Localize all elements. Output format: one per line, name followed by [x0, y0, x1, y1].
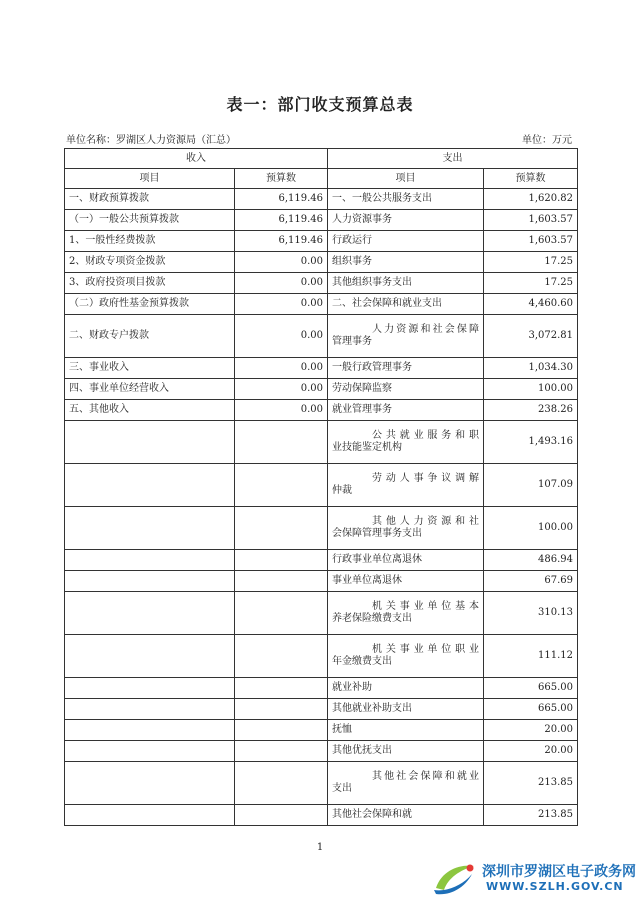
income-value: 0.00 — [235, 358, 328, 379]
expense-item: 二、社会保障和就业支出 — [328, 294, 484, 315]
expense-value: 486.94 — [484, 550, 578, 571]
income-item-empty — [65, 699, 235, 720]
expense-value: 20.00 — [484, 741, 578, 762]
income-value-empty — [235, 720, 328, 741]
expense-item — [328, 762, 484, 805]
table-row — [65, 294, 578, 315]
income-value: 0.00 — [235, 273, 328, 294]
income-value-empty — [235, 571, 328, 592]
expense-value: 213.85 — [484, 762, 578, 805]
income-item-empty — [65, 720, 235, 741]
income-value-empty — [235, 592, 328, 635]
header-row-columns — [65, 169, 578, 189]
expense-item: 其他就业补助支出 — [328, 699, 484, 720]
unit-name: 单位名称：罗湖区人力资源局（汇总） — [66, 135, 236, 146]
expense-item-line1: 其他人力资源和社 — [372, 516, 479, 527]
table-row — [65, 699, 578, 720]
income-item: （一）一般公共预算拨款 — [65, 210, 235, 231]
expense-item: 就业补助 — [328, 678, 484, 699]
income-value: 6,119.46 — [235, 231, 328, 252]
income-value: 6,119.46 — [235, 189, 328, 210]
expense-item-line1: 劳动人事争议调解 — [372, 473, 479, 484]
income-item: 3、政府投资项目拨款 — [65, 273, 235, 294]
expense-item-line2: 支出 — [332, 783, 352, 794]
table-row — [65, 571, 578, 592]
income-value: 6,119.46 — [235, 210, 328, 231]
income-value: 0.00 — [235, 315, 328, 358]
header-expense-item: 项目 — [328, 169, 484, 189]
income-value-empty — [235, 507, 328, 550]
expense-value: 665.00 — [484, 699, 578, 720]
income-item-empty — [65, 678, 235, 699]
expense-value: 665.00 — [484, 678, 578, 699]
expense-value: 67.69 — [484, 571, 578, 592]
expense-value: 310.13 — [484, 592, 578, 635]
income-item-empty — [65, 635, 235, 678]
header-expense: 支出 — [328, 149, 578, 169]
income-value-empty — [235, 635, 328, 678]
expense-item — [328, 635, 484, 678]
expense-item: 抚恤 — [328, 720, 484, 741]
income-value: 0.00 — [235, 379, 328, 400]
header-income-item: 项目 — [65, 169, 235, 189]
income-value: 0.00 — [235, 294, 328, 315]
expense-item-line1: 公共就业服务和职 — [372, 430, 479, 441]
income-value: 0.00 — [235, 252, 328, 273]
expense-item-line2: 业技能鉴定机构 — [332, 442, 402, 453]
table-row — [65, 592, 578, 635]
income-value: 0.00 — [235, 400, 328, 421]
expense-item: 就业管理事务 — [328, 400, 484, 421]
watermark-logo — [430, 858, 640, 898]
income-item-empty — [65, 741, 235, 762]
table-row — [65, 273, 578, 294]
expense-value: 20.00 — [484, 720, 578, 741]
currency-unit: 单位：万元 — [522, 135, 572, 146]
budget-summary-table — [64, 148, 578, 826]
table-row — [65, 635, 578, 678]
expense-item-line2: 养老保险缴费支出 — [332, 613, 412, 624]
expense-item — [328, 507, 484, 550]
income-item-empty — [65, 571, 235, 592]
expense-item: 其他社会保障和就 — [328, 805, 484, 826]
income-item: 二、财政专户拨款 — [65, 315, 235, 358]
table-row — [65, 379, 578, 400]
table-row — [65, 550, 578, 571]
table-row — [65, 805, 578, 826]
expense-item — [328, 315, 484, 358]
income-item-empty — [65, 592, 235, 635]
swoosh-logo-icon — [430, 860, 478, 896]
expense-item: 行政运行 — [328, 231, 484, 252]
income-value-empty — [235, 741, 328, 762]
income-value-empty — [235, 421, 328, 464]
expense-item — [328, 421, 484, 464]
expense-item: 一般行政管理事务 — [328, 358, 484, 379]
table-row — [65, 421, 578, 464]
expense-item — [328, 464, 484, 507]
header-income-budget: 预算数 — [235, 169, 328, 189]
expense-value: 3,072.81 — [484, 315, 578, 358]
expense-item — [328, 592, 484, 635]
expense-item-line2: 管理事务 — [332, 336, 372, 347]
expense-item: 组织事务 — [328, 252, 484, 273]
income-value-empty — [235, 699, 328, 720]
income-item-empty — [65, 421, 235, 464]
expense-value: 100.00 — [484, 379, 578, 400]
expense-item-line1: 机关事业单位职业 — [372, 644, 479, 655]
income-item: （二）政府性基金预算拨款 — [65, 294, 235, 315]
table-row — [65, 358, 578, 379]
expense-item-line1: 人力资源和社会保障 — [372, 324, 479, 335]
income-item: 1、一般性经费拨款 — [65, 231, 235, 252]
expense-value: 213.85 — [484, 805, 578, 826]
income-value-empty — [235, 805, 328, 826]
expense-value: 111.12 — [484, 635, 578, 678]
table-row — [65, 210, 578, 231]
expense-item-line2: 会保障管理事务支出 — [332, 528, 422, 539]
expense-value: 100.00 — [484, 507, 578, 550]
table-row — [65, 720, 578, 741]
income-item: 一、财政预算拨款 — [65, 189, 235, 210]
expense-item: 劳动保障监察 — [328, 379, 484, 400]
header-row-group — [65, 149, 578, 169]
income-item: 四、事业单位经营收入 — [65, 379, 235, 400]
income-item: 三、事业收入 — [65, 358, 235, 379]
expense-item-line2: 年金缴费支出 — [332, 656, 392, 667]
expense-item: 人力资源事务 — [328, 210, 484, 231]
expense-item-line2: 仲裁 — [332, 485, 352, 496]
table-row — [65, 252, 578, 273]
income-item: 2、财政专项资金拨款 — [65, 252, 235, 273]
expense-value: 238.26 — [484, 400, 578, 421]
income-value-empty — [235, 550, 328, 571]
income-value-empty — [235, 762, 328, 805]
expense-value: 1,034.30 — [484, 358, 578, 379]
watermark-name: 深圳市罗湖区电子政务网 — [482, 864, 636, 880]
table-row — [65, 400, 578, 421]
table-row — [65, 464, 578, 507]
expense-value: 107.09 — [484, 464, 578, 507]
expense-item: 其他优抚支出 — [328, 741, 484, 762]
table-row — [65, 741, 578, 762]
expense-value: 1,620.82 — [484, 189, 578, 210]
income-value-empty — [235, 464, 328, 507]
income-item-empty — [65, 762, 235, 805]
income-item-empty — [65, 550, 235, 571]
expense-value: 1,603.57 — [484, 231, 578, 252]
header-expense-budget: 预算数 — [484, 169, 578, 189]
header-income: 收入 — [65, 149, 328, 169]
expense-value: 1,493.16 — [484, 421, 578, 464]
expense-item-line1: 机关事业单位基本 — [372, 601, 479, 612]
income-item-empty — [65, 805, 235, 826]
expense-item: 一、一般公共服务支出 — [328, 189, 484, 210]
table-row — [65, 507, 578, 550]
expense-item-line1: 其他社会保障和就业 — [372, 771, 479, 782]
expense-value: 17.25 — [484, 273, 578, 294]
page-title: 表一：部门收支预算总表 — [226, 95, 414, 114]
page-number: 1 — [316, 842, 324, 853]
expense-item: 事业单位离退休 — [328, 571, 484, 592]
table-row — [65, 762, 578, 805]
income-item-empty — [65, 464, 235, 507]
expense-value: 1,603.57 — [484, 210, 578, 231]
table-row — [65, 678, 578, 699]
income-item-empty — [65, 507, 235, 550]
expense-item: 其他组织事务支出 — [328, 273, 484, 294]
income-value-empty — [235, 678, 328, 699]
expense-item: 行政事业单位离退休 — [328, 550, 484, 571]
table-row — [65, 315, 578, 358]
income-item: 五、其他收入 — [65, 400, 235, 421]
expense-value: 17.25 — [484, 252, 578, 273]
table-row — [65, 231, 578, 252]
expense-value: 4,460.60 — [484, 294, 578, 315]
watermark-url: WWW.SZLH.GOV.CN — [486, 880, 624, 893]
table-row — [65, 189, 578, 210]
